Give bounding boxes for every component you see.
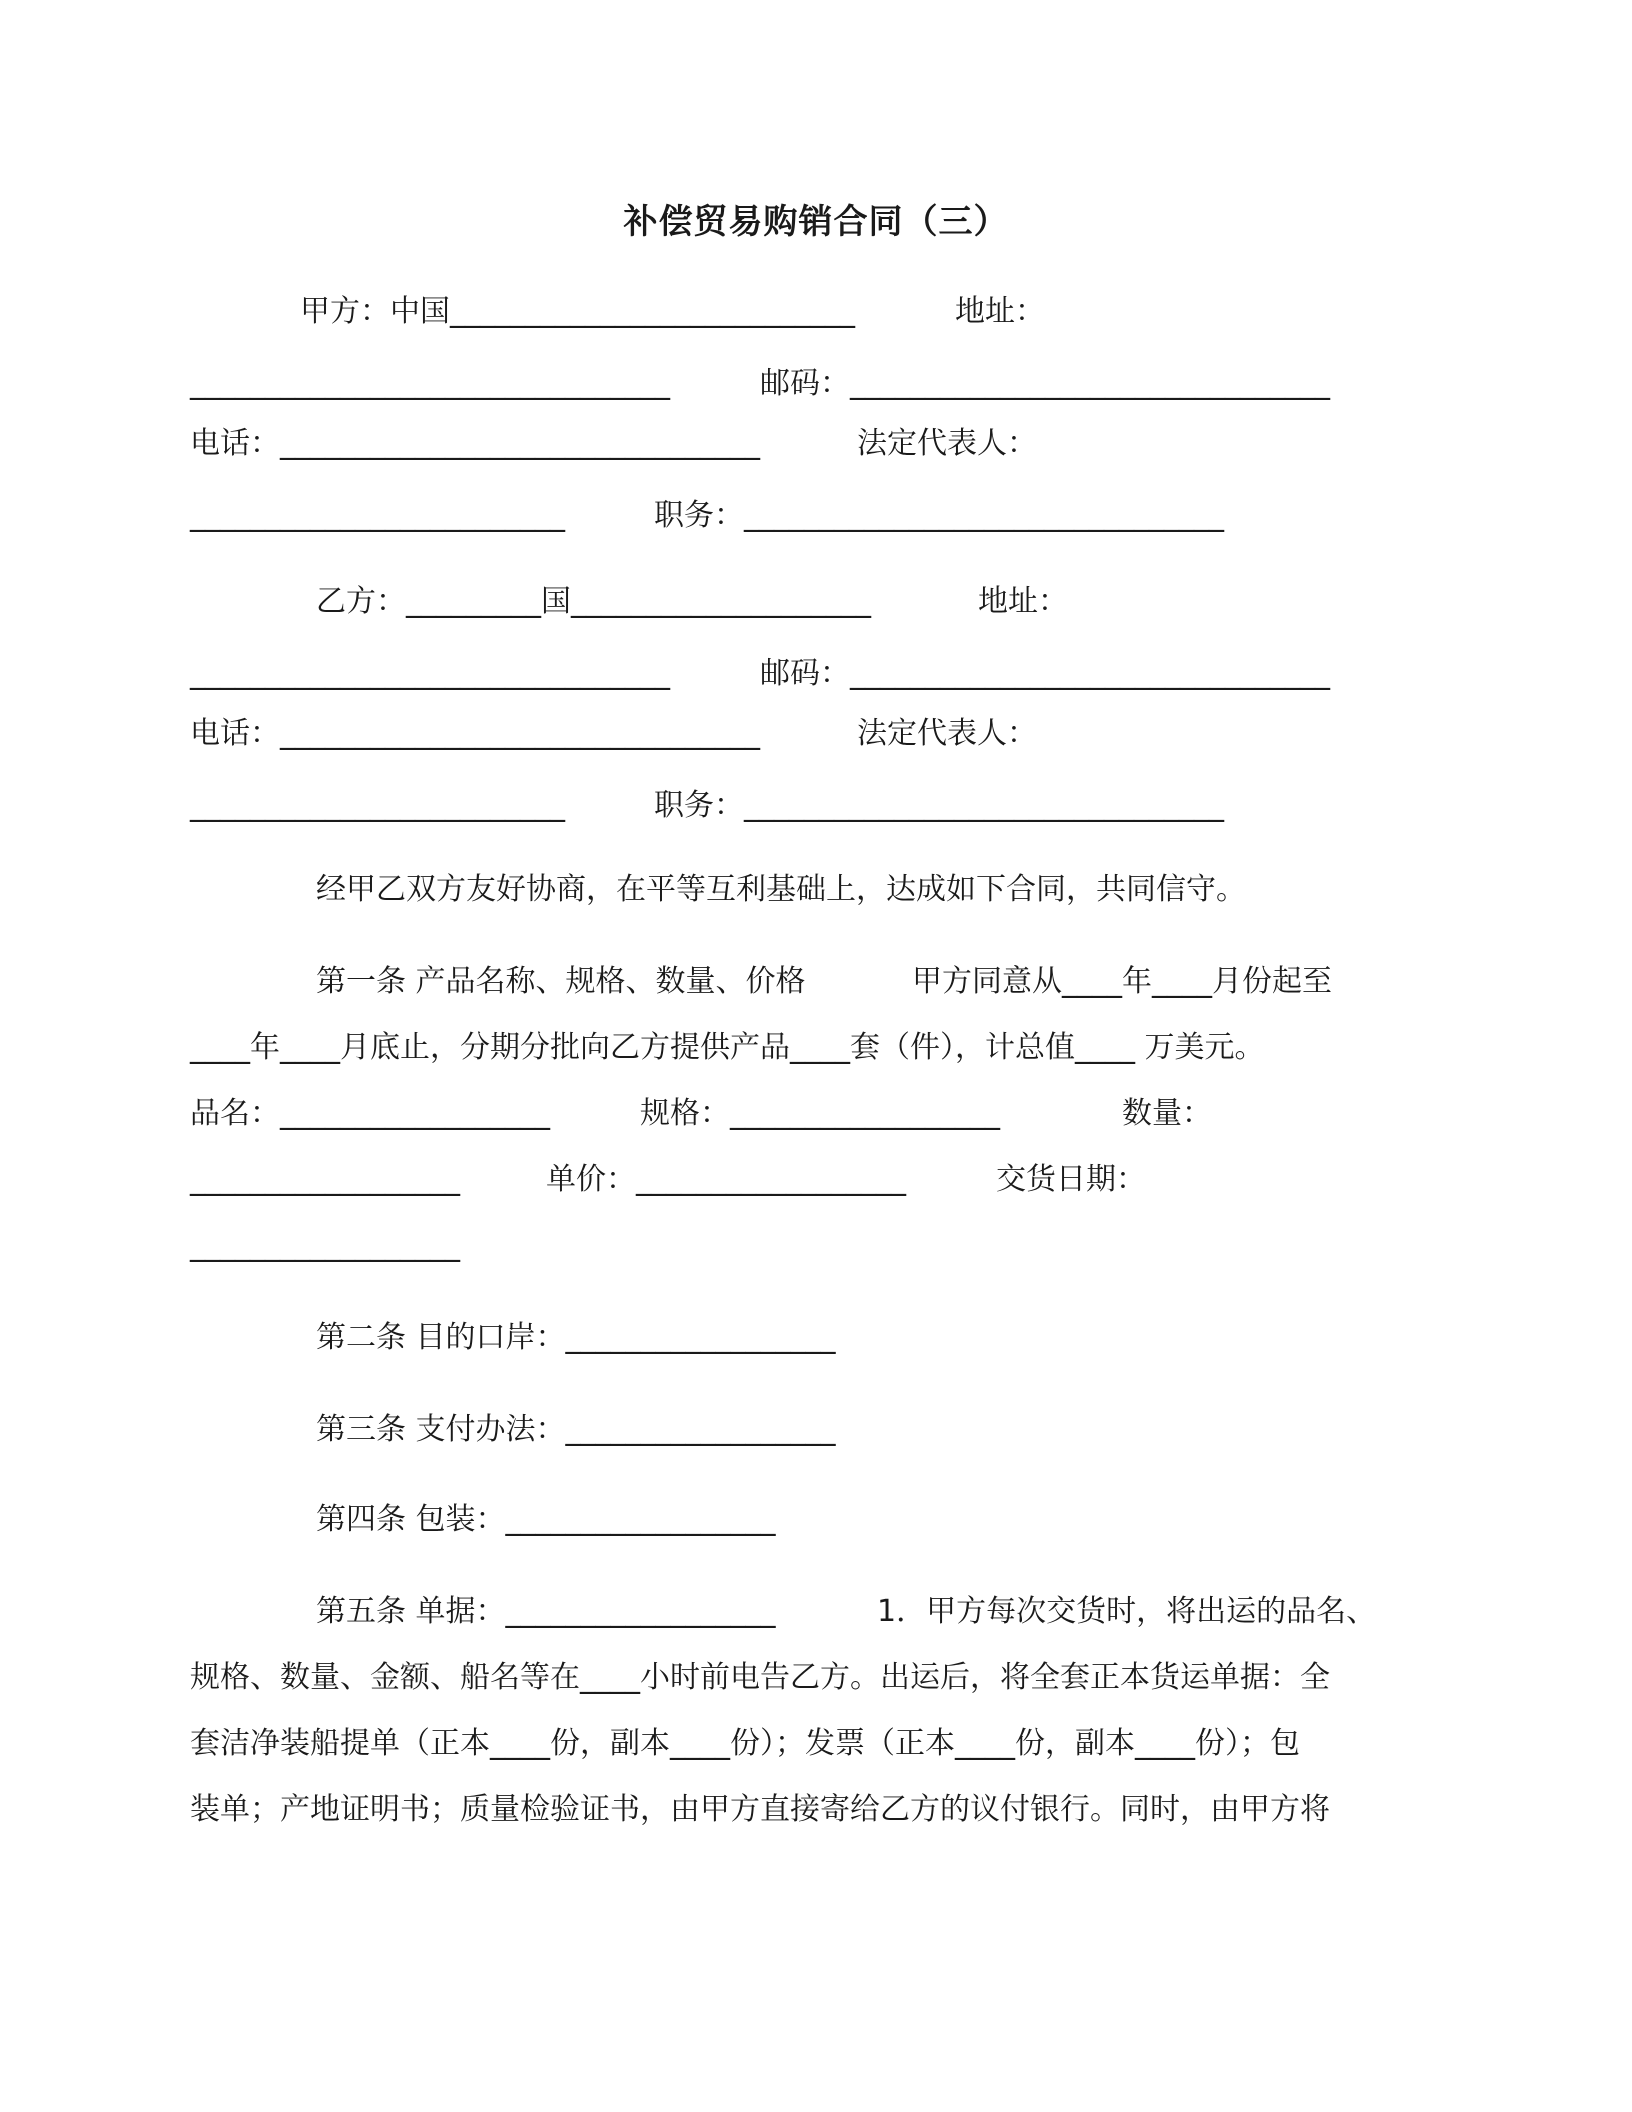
article-4-text: 第四条 包装：__________________ bbox=[316, 1502, 776, 1537]
party-b-position-field: 职务：________________________________ bbox=[654, 788, 1224, 823]
quantity-label: 数量： bbox=[1122, 1096, 1212, 1131]
article-1-text-cont: ____年____月底止，分期分批向乙方提供产品____套（件），计总值____ 万美元。 bbox=[190, 1030, 1265, 1065]
specification-field: 规格：__________________ bbox=[640, 1096, 1000, 1131]
party-a-phone-field: 电话：________________________________ bbox=[190, 426, 760, 461]
article-5-text-4: 装单；产地证明书；质量检验证书，由甲方直接寄给乙方的议付银行。同时，由甲方将 bbox=[190, 1792, 1330, 1827]
party-b-phone-field: 电话：________________________________ bbox=[190, 716, 760, 751]
party-a-address-blank: ________________________________ bbox=[190, 366, 670, 401]
unit-price-field: 单价：__________________ bbox=[546, 1162, 906, 1197]
party-b-address-blank: ________________________________ bbox=[190, 656, 670, 691]
article-5-text-3: 套洁净装船提单（正本____份，副本____份）；发票（正本____份，副本____份）；包 bbox=[190, 1726, 1300, 1761]
article-5-heading: 第五条 单据：__________________ bbox=[316, 1594, 776, 1629]
product-name-field: 品名：__________________ bbox=[190, 1096, 550, 1131]
article-2-text: 第二条 目的口岸：__________________ bbox=[316, 1320, 836, 1355]
article-1-text-start: 甲方同意从____年____月份起至 bbox=[912, 964, 1332, 999]
article-1-heading: 第一条 产品名称、规格、数量、价格 bbox=[316, 964, 806, 999]
party-a-representative-label: 法定代表人： bbox=[857, 426, 1037, 461]
party-b-name-field: 乙方：_________国____________________ bbox=[316, 584, 871, 619]
page-title: 补偿贸易购销合同（三） bbox=[623, 202, 1009, 242]
party-a-representative-blank: _________________________ bbox=[190, 498, 565, 533]
intro-text: 经甲乙双方友好协商，在平等互利基础上，达成如下合同，共同信守。 bbox=[316, 872, 1246, 907]
party-a-address-label: 地址： bbox=[955, 294, 1045, 329]
article-5-text-start: 1．甲方每次交货时，将出运的品名、 bbox=[877, 1594, 1377, 1629]
delivery-date-label: 交货日期： bbox=[996, 1162, 1146, 1197]
article-3-text: 第三条 支付办法：__________________ bbox=[316, 1412, 836, 1447]
party-a-position-field: 职务：________________________________ bbox=[654, 498, 1224, 533]
party-a-name-field: 甲方：中国___________________________ bbox=[300, 294, 855, 329]
article-5-text-2: 规格、数量、金额、船名等在____小时前电告乙方。出运后，将全套正本货运单据：全 bbox=[190, 1660, 1330, 1695]
quantity-blank: __________________ bbox=[190, 1162, 460, 1197]
delivery-date-blank: __________________ bbox=[190, 1228, 460, 1263]
party-b-zip-field: 邮码：________________________________ bbox=[760, 656, 1330, 691]
party-b-representative-blank: _________________________ bbox=[190, 788, 565, 823]
party-b-address-label: 地址： bbox=[978, 584, 1068, 619]
party-b-representative-label: 法定代表人： bbox=[857, 716, 1037, 751]
party-a-zip-field: 邮码：________________________________ bbox=[760, 366, 1330, 401]
